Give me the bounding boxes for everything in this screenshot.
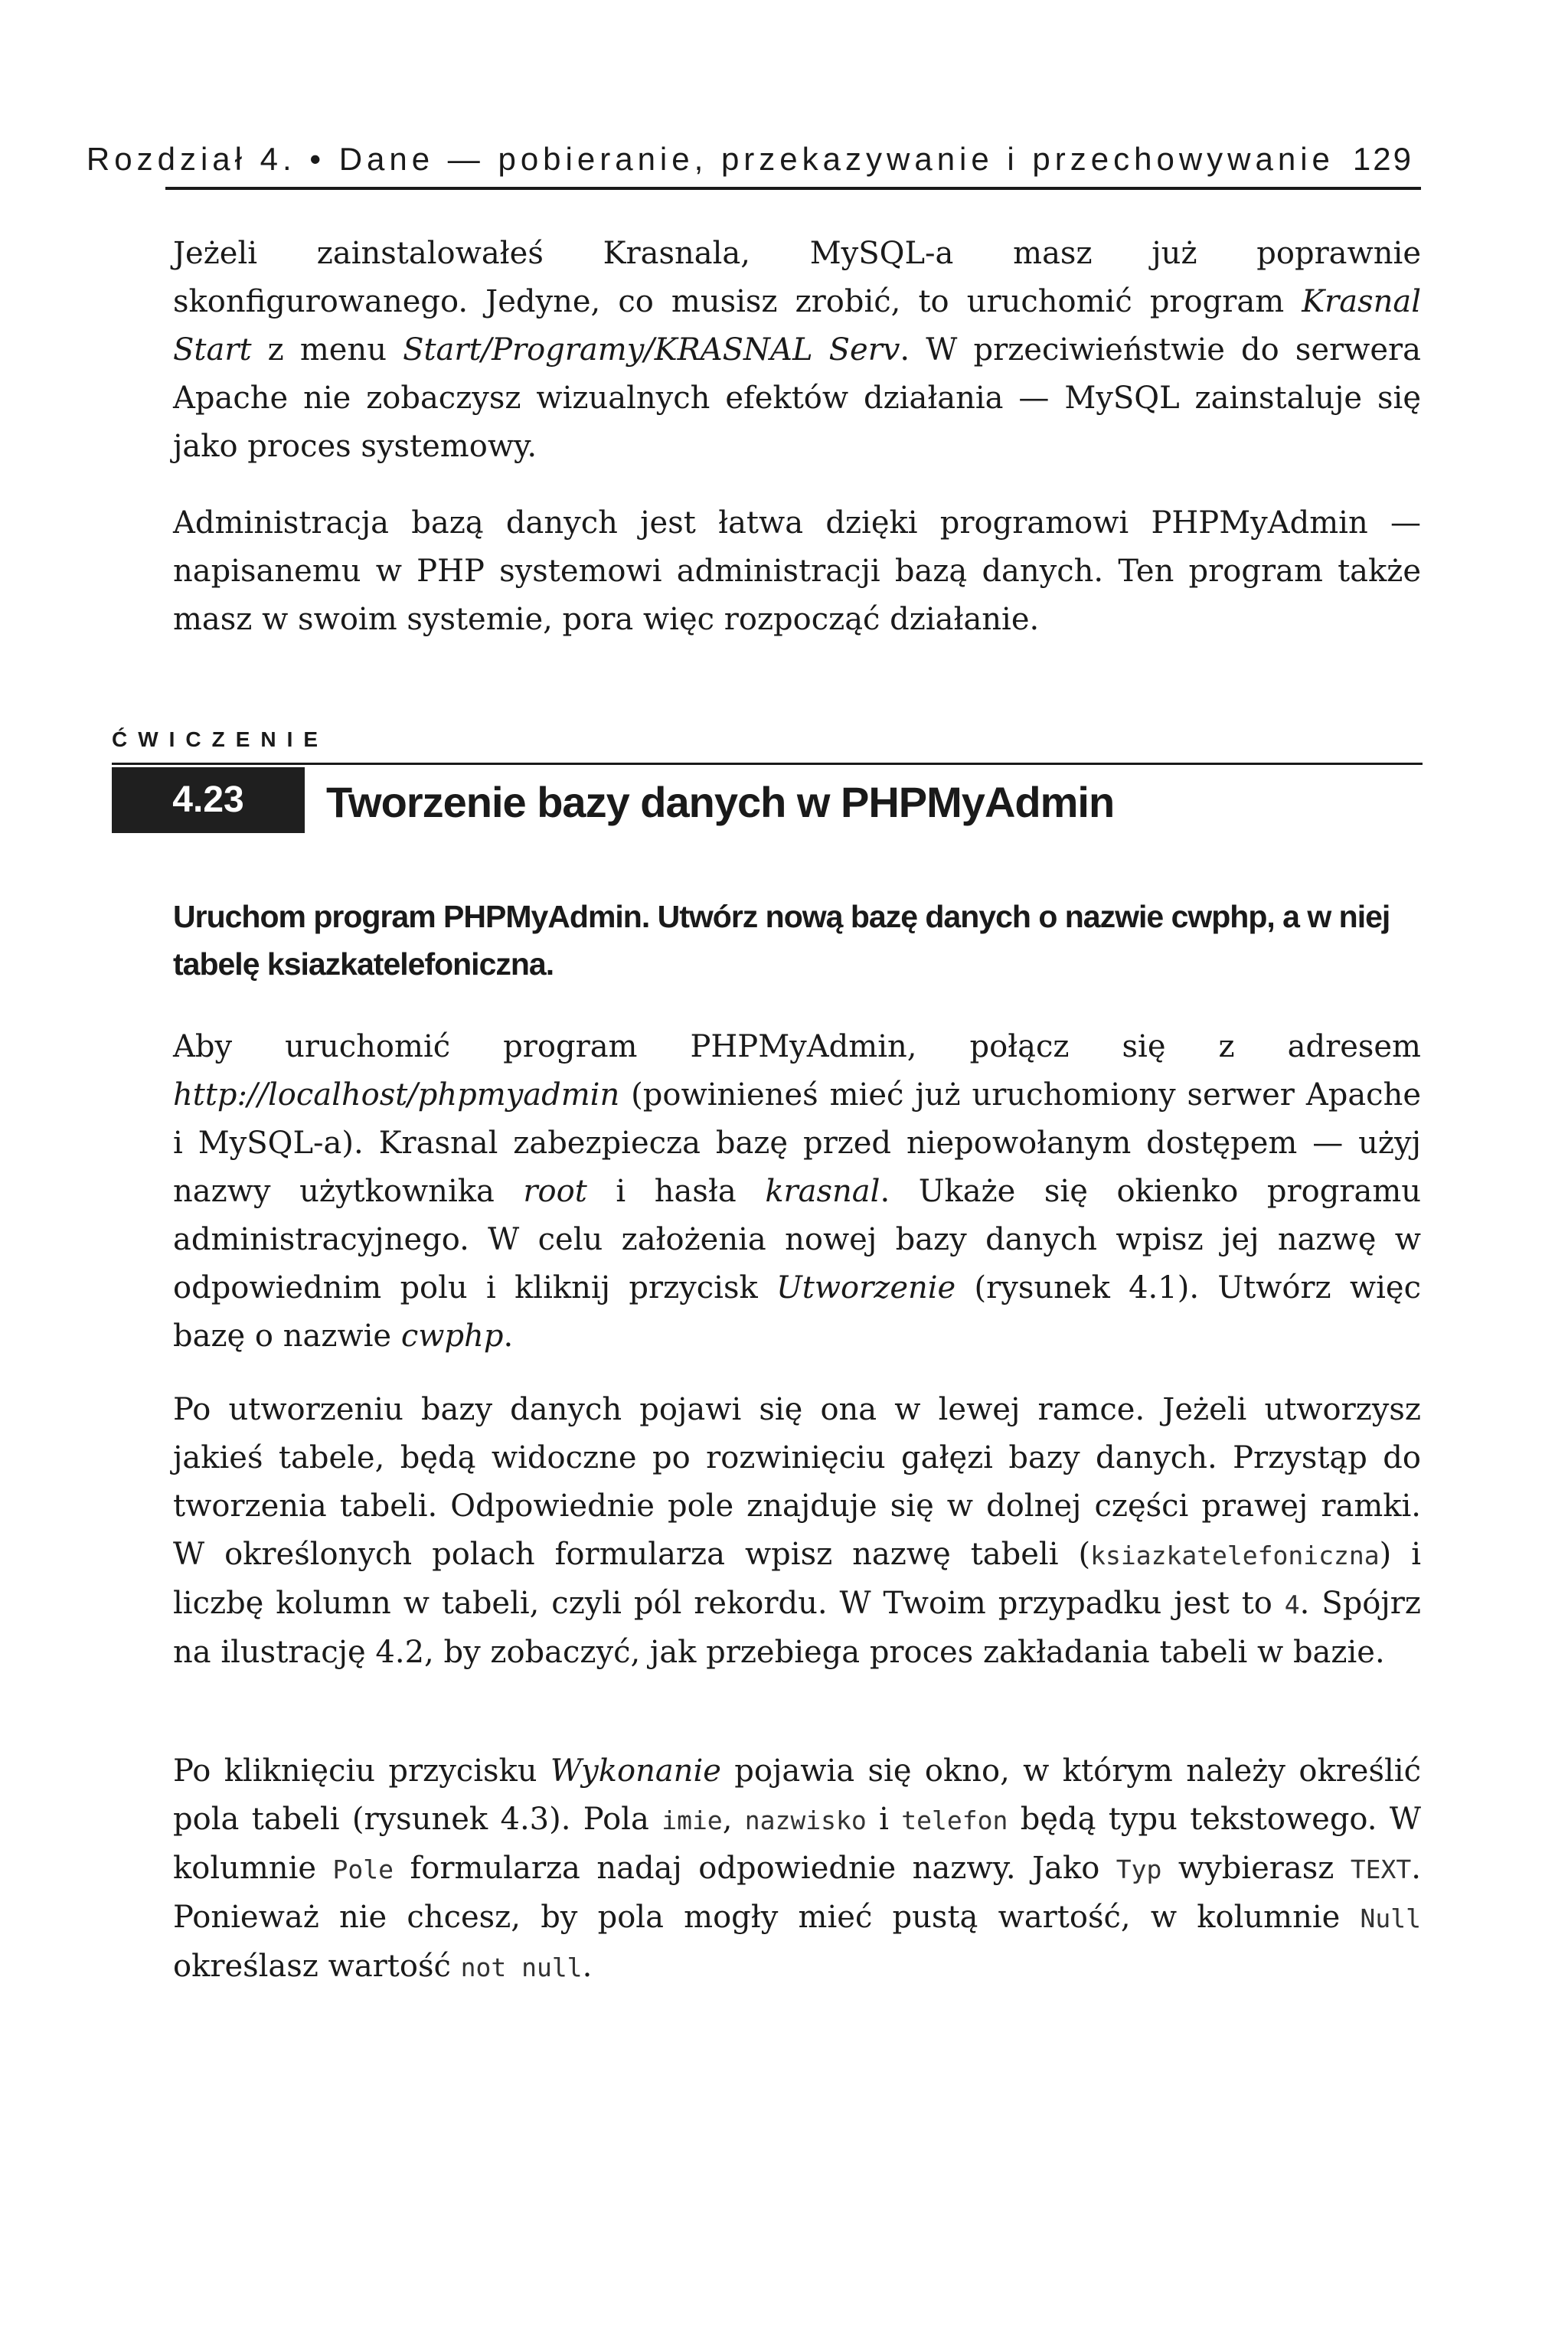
username: root bbox=[523, 1174, 587, 1209]
text-run: pojawia się okno, w którym należy określić pola tabeli (rysunek 4.3). Pola bbox=[173, 1753, 1421, 1837]
url: http://localhost/phpmyadmin bbox=[173, 1077, 620, 1113]
paragraph-create-table bbox=[173, 1386, 1421, 1677]
exercise-title: Tworzenie bazy danych w PHPMyAdmin bbox=[326, 778, 1115, 826]
text-run: , bbox=[722, 1802, 745, 1837]
button-name: Wykonanie bbox=[550, 1753, 721, 1789]
running-title: Rozdział 4. • Dane — pobieranie, przekazywanie i przechowywanie bbox=[86, 141, 1334, 177]
text-run: i bbox=[866, 1802, 902, 1837]
table-name-code: ksiazkatelefoniczna bbox=[1090, 1541, 1380, 1570]
text-run: będą typu tekstowego. W kolumnie bbox=[173, 1802, 1421, 1886]
page-number: 129 bbox=[1352, 141, 1413, 177]
program-name: Krasnal Start bbox=[173, 284, 1421, 368]
text-run: Jeżeli zainstalowałeś Krasnala, MySQL-a masz już poprawnie skonfigurowanego. Jedyne, co musisz zrobić, to uruchomić program bbox=[173, 236, 1421, 319]
button-name: Utworzenie bbox=[776, 1270, 956, 1306]
text-run: . Ukaże się okienko programu administracyjnego. W celu założenia nowej bazy danych wpisz jej nazwę w odpowiednim polu i kliknij przycisk bbox=[173, 1174, 1422, 1306]
column-count-code: 4 bbox=[1284, 1590, 1300, 1619]
text-run: . bbox=[503, 1319, 514, 1354]
text-run: formularza nadaj odpowiednie nazwy. Jako bbox=[394, 1851, 1116, 1886]
paragraph-launch-phpmyadmin bbox=[173, 1023, 1421, 1361]
text-run: (rysunek 4.1). Utwórz więc bazę o nazwie bbox=[173, 1270, 1422, 1354]
text-run: . bbox=[582, 1949, 593, 1984]
text-run: i hasła bbox=[586, 1174, 766, 1209]
value-code: not null bbox=[460, 1953, 583, 1982]
exercise-label: ĆWICZENIE bbox=[112, 727, 329, 751]
menu-path: Start/Programy/KRASNAL Serv bbox=[403, 332, 900, 368]
text-run: ) i liczbę kolumn w tabeli, czyli pól rekordu. W Twoim przypadku jest to bbox=[173, 1537, 1421, 1621]
text-run: (powinieneś mieć już uruchomiony serwer Apache i MySQL-a). Krasnal zabezpiecza bazę przed niepowołanym dostępem — użyj nazwy użytkownika bbox=[173, 1077, 1421, 1209]
type-code: TEXT bbox=[1350, 1855, 1412, 1884]
column-code: Typ bbox=[1116, 1855, 1162, 1884]
header-text bbox=[87, 141, 1413, 178]
field-code: nazwisko bbox=[744, 1806, 867, 1835]
paragraph-phpmyadmin-intro: Administracja bazą danych jest łatwa dzięki programowi PHPMyAdmin — napisanemu w PHP systemowi administracji bazą danych. Ten program także masz w swoim systemie, pora więc rozpocząć działanie. bbox=[173, 505, 1421, 637]
text-run: . W przeciwieństwie do serwera Apache nie zobaczysz wizualnych efektów działania — MySQL zainstaluje się jako proces systemowy. bbox=[173, 332, 1422, 464]
text-run: Po utworzeniu bazy danych pojawi się ona w lewej ramce. Jeżeli utworzysz jakieś tabele, będą widoczne po rozwinięciu gałęzi bazy danych. Przystąp do tworzenia tabeli. Odpowiednie pole znajduje się w dolnej części prawej ramki. W określonych polach formularza wpisz nazwę tabeli ( bbox=[173, 1392, 1421, 1572]
exercise-task: Uruchom program PHPMyAdmin. Utwórz nową bazę danych o nazwie cwphp, a w niej tabelę ksiazkatelefoniczna. bbox=[173, 899, 1390, 982]
text-run: z menu bbox=[251, 332, 403, 368]
password: krasnal bbox=[765, 1174, 880, 1209]
exercise-rule bbox=[112, 763, 1423, 765]
text-run: określasz wartość bbox=[173, 1949, 461, 1984]
text-run: wybierasz bbox=[1161, 1851, 1351, 1886]
paragraph-krasnal-mysql bbox=[173, 230, 1421, 471]
exercise-number: 4.23 bbox=[112, 767, 305, 833]
text-run: . Ponieważ nie chcesz, by pola mogły mieć pustą wartość, w kolumnie bbox=[173, 1851, 1422, 1935]
column-code: Null bbox=[1360, 1904, 1421, 1933]
text-run: Aby uruchomić program PHPMyAdmin, połącz się z adresem bbox=[173, 1029, 1421, 1064]
text-run: Po kliknięciu przycisku bbox=[173, 1753, 550, 1789]
field-code: imie bbox=[662, 1806, 723, 1835]
text-run: . Spójrz na ilustrację 4.2, by zobaczyć, jak przebiega proces zakładania tabeli w bazie. bbox=[173, 1586, 1421, 1670]
database-name: cwphp bbox=[400, 1319, 504, 1354]
column-code: Pole bbox=[332, 1855, 394, 1884]
paragraph-define-fields bbox=[173, 1747, 1421, 1992]
running-header bbox=[86, 135, 1421, 190]
field-code: telefon bbox=[901, 1806, 1008, 1835]
